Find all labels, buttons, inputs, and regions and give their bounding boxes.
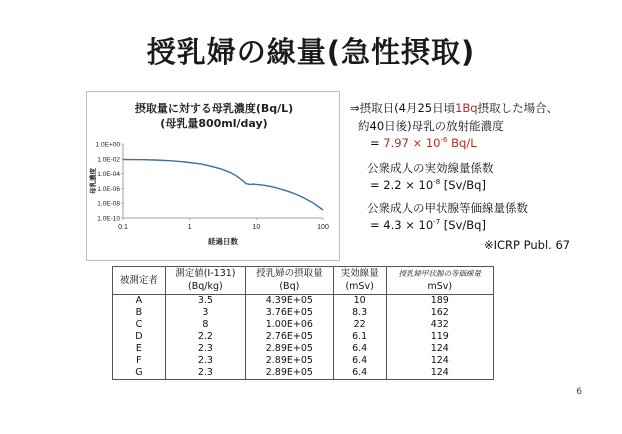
- cell-effective: 6.4: [333, 367, 386, 380]
- header-intake: 授乳婦の摂取量: [245, 267, 333, 281]
- table-row: [113, 307, 494, 319]
- cell-measured: 2.3: [165, 343, 245, 355]
- cell-thyroid: 124: [386, 367, 493, 380]
- cell-intake: 2.76E+05: [245, 331, 333, 343]
- note-concentration-base: 7.97 × 10: [383, 136, 441, 150]
- cell-effective: 6.4: [333, 355, 386, 367]
- header-intake-unit: (Bq): [245, 281, 333, 295]
- note-effective-base: = 2.2 × 10: [370, 178, 434, 192]
- note-concentration-exp: -6: [440, 136, 448, 145]
- note-intake-prefix: ⇒摂取日(4月25日頃: [350, 101, 456, 115]
- cell-effective: 22: [333, 319, 386, 331]
- cell-measured: 2.2: [165, 331, 245, 343]
- slide-title: 授乳婦の線量(急性摂取): [146, 35, 476, 69]
- cell-subject: A: [113, 295, 166, 308]
- note-effective-coefficient-value: [370, 178, 486, 192]
- y-tick-label: 1.0E-10: [97, 215, 120, 223]
- cell-subject: F: [113, 355, 166, 367]
- header-subject: 被測定者: [113, 267, 166, 295]
- y-axis-label: 母乳濃度: [89, 168, 97, 194]
- note-concentration-unit: Bq/L: [447, 136, 477, 150]
- cell-subject: D: [113, 331, 166, 343]
- cell-intake: 1.00E+06: [245, 319, 333, 331]
- concentration-chart: [86, 91, 340, 261]
- note-intake-amount: 1Bq: [455, 101, 478, 115]
- cell-measured: 3: [165, 307, 245, 319]
- note-thyroid-exp: -7: [433, 218, 441, 227]
- note-thyroid-base: = 4.3 × 10: [370, 218, 434, 232]
- note-milk-concentration-label: 約40日後)母乳の放射能濃度: [358, 119, 504, 133]
- y-tick-label: 1.0E+00: [95, 141, 120, 149]
- table-row: [113, 295, 494, 308]
- note-effective-unit: [Sv/Bq]: [440, 178, 486, 192]
- table-row: [113, 331, 494, 343]
- y-tick-label: 1.0E-02: [97, 156, 120, 164]
- cell-intake: 4.39E+05: [245, 295, 333, 308]
- cell-thyroid: 189: [386, 295, 493, 308]
- header-thyroid-dose: 授乳婦甲状腺の等価線量: [386, 267, 493, 281]
- cell-thyroid: 432: [386, 319, 493, 331]
- dose-table: [112, 266, 494, 380]
- cell-intake: 2.89E+05: [245, 367, 333, 380]
- y-tick-label: 1.0E-06: [97, 185, 120, 193]
- series-line: [123, 160, 323, 211]
- table-row: [113, 343, 494, 355]
- cell-subject: E: [113, 343, 166, 355]
- header-measured: 測定値(I-131): [165, 267, 245, 281]
- cell-thyroid: 162: [386, 307, 493, 319]
- cell-subject: C: [113, 319, 166, 331]
- cell-thyroid: 124: [386, 355, 493, 367]
- cell-measured: 3.5: [165, 295, 245, 308]
- x-axis-label: 経過日数: [208, 237, 238, 246]
- note-thyroid-unit: [Sv/Bq]: [440, 218, 486, 232]
- citation: ※ICRP Publ. 67: [484, 238, 571, 252]
- x-tick-label: 1: [187, 224, 192, 231]
- note-effective-coefficient-label: 公衆成人の実効線量係数: [367, 161, 494, 175]
- cell-subject: B: [113, 307, 166, 319]
- note-equals: =: [370, 136, 384, 150]
- page-number: 6: [576, 387, 582, 397]
- cell-thyroid: 124: [386, 343, 493, 355]
- cell-effective: 10: [333, 295, 386, 308]
- header-effective-dose: 実効線量: [333, 267, 386, 281]
- chart-title: 摂取量に対する母乳濃度(Bq/L): [134, 102, 294, 115]
- cell-intake: 2.89E+05: [245, 343, 333, 355]
- header-measured-unit: (Bq/kg): [165, 281, 245, 295]
- chart-subtitle: (母乳量800ml/day): [160, 117, 268, 130]
- cell-measured: 2.3: [165, 355, 245, 367]
- table-header-units-row: [113, 281, 494, 295]
- header-effective-unit: (mSv): [333, 281, 386, 295]
- table-row: [113, 367, 494, 380]
- cell-effective: 6.4: [333, 343, 386, 355]
- cell-subject: G: [113, 367, 166, 380]
- y-tick-label: 1.0E-08: [97, 200, 120, 208]
- note-effective-exp: -8: [433, 178, 441, 187]
- note-thyroid-coefficient-label: 公衆成人の甲状腺等価線量係数: [367, 201, 528, 215]
- x-tick-label: 100: [317, 224, 329, 231]
- cell-measured: 8: [165, 319, 245, 331]
- header-thyroid-unit: mSv): [386, 281, 493, 295]
- cell-effective: 6.1: [333, 331, 386, 343]
- x-tick-label: 0.1: [118, 224, 128, 231]
- y-tick-label: 1.0E-04: [97, 171, 120, 179]
- note-intake: [350, 100, 558, 116]
- x-tick-label: 10: [252, 224, 261, 231]
- cell-intake: 2.89E+05: [245, 355, 333, 367]
- note-intake-suffix: 摂取した場合、: [477, 101, 559, 115]
- table-header-row: [113, 267, 494, 281]
- chart-plot: [87, 92, 341, 262]
- note-thyroid-coefficient-value: [370, 218, 486, 232]
- table-row: [113, 319, 494, 331]
- table-row: [113, 355, 494, 367]
- cell-measured: 2.3: [165, 367, 245, 380]
- cell-effective: 8.3: [333, 307, 386, 319]
- cell-thyroid: 119: [386, 331, 493, 343]
- note-milk-concentration-value: [370, 136, 477, 150]
- cell-intake: 3.76E+05: [245, 307, 333, 319]
